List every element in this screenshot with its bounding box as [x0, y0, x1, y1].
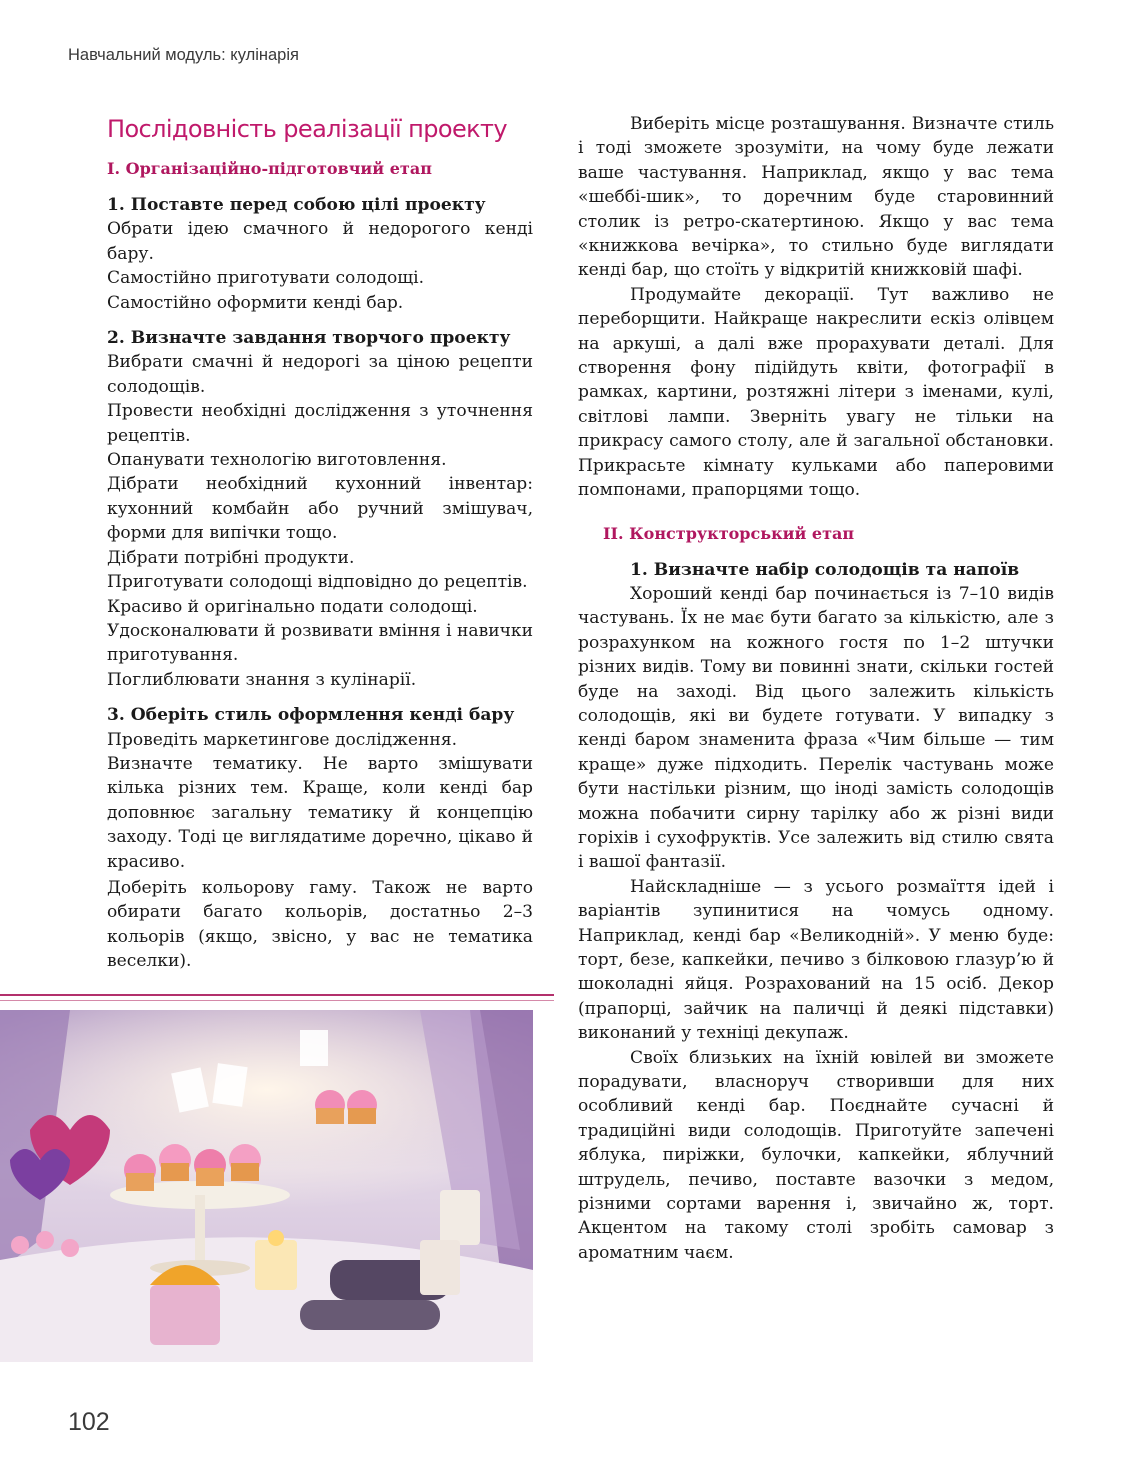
- task-1-title: 1. Поставте перед собою цілі проекту: [107, 195, 486, 215]
- left-column: [107, 112, 533, 974]
- task-2-item: Поглиблювати знання з кулінарії.: [107, 669, 417, 690]
- stage-2-title: ІІ. Конструкторський етап: [603, 523, 855, 543]
- candy-bar-photo: [0, 1010, 533, 1362]
- task-2-item: Дібрати потрібні продукти.: [107, 547, 355, 568]
- task-2-item: Опанувати технологію виготовлення.: [107, 450, 447, 471]
- paragraph: Продумайте декорації. Тут важливо не переборщити. Найкраще накреслити ескіз олівцем на аркуші, а далі вже прорахувати деталі. Для створення фону підійдуть квіти, фотографії в рамках, картини, розтяжні літери з іменами, кулі, світлові лампи. Зверніть увагу не тільки на прикрасу самого столу, але й загальної обстановки. Прикрасьте кімнату кульками або паперовими помпонами, прапорцями тощо.: [578, 284, 1054, 501]
- stage-1-title: І. Організаційно-підготовчий етап: [107, 159, 432, 178]
- task-2-item: Вибрати смачні й недорогі за ціною рецепти солодощів.: [107, 352, 533, 397]
- task-2-item: Удосконалювати й розвивати вміння і навички приготування.: [107, 620, 533, 666]
- accent-rule-secondary: [0, 1000, 554, 1001]
- task-2-item: Приготувати солодощі відповідно до рецептів.: [107, 572, 528, 593]
- task-3-title: 3. Оберіть стиль оформлення кенді бару: [107, 705, 515, 726]
- task-1-item: Самостійно оформити кенді бар.: [107, 292, 404, 313]
- page-number: 102: [68, 1408, 110, 1436]
- paragraph: Виберіть місце розташування. Визначте стиль і тоді зможете зрозуміти, на чому буде лежати ваше частування. Наприклад, якщо у вас тема «шеббі-шик», то доречним буде старовинний столик із ретро-скатертиною. Якщо у вас тема «книжкова вечірка», то стильно буде виглядати кенді бар, що стоїть у відкритій книжковій шафі.: [578, 114, 1054, 281]
- task-2-item: Провести необхідні дослідження з уточнення рецептів.: [107, 401, 533, 446]
- task-1-item: Обрати ідею смачного й недорогого кенді бару.: [107, 219, 533, 264]
- paragraph: Своїх близьких на їхній ювілей ви зможете порадувати, власноруч створивши для них особливий кенді бар. Поєднайте сучасні й традиційні види солодощів. Приготуйте запечені яблука, пиріжки, булочки, капкейки, яблучний штрудель, печиво, поставте вазочки з медом, різними сортами варення і, звичайно ж, торт. Акцентом на такому столі зробіть самовар з ароматним чаєм.: [578, 1047, 1054, 1263]
- task-3-item: Проведіть маркетингове дослідження.: [107, 729, 458, 750]
- task-1-item: Самостійно приготувати солодощі.: [107, 268, 425, 289]
- task-2-item: Красиво й оригінально подати солодощі.: [107, 596, 478, 617]
- task-title: 1. Визначте набір солодощів та напоїв: [630, 559, 1020, 580]
- task-2-title: 2. Визначте завдання творчого проекту: [107, 328, 511, 349]
- paragraph: Хороший кенді бар починається із 7–10 видів частувань. Їх не має бути багато за кількістю, але з розрахунком на кожного гостя по 1–2 штучки різних видів. Тому ви повинні знати, скільки гостей буде на заході. Від цього залежить кількість солодощів, які ви будете готувати. У випадку з кенді баром знаменита фраза «Чим більше — тим краще» дуже підходить. Перелік частувань може бути настільки різним, що іноді замість солодощів можна побачити сирну тарілку або ж різні види горіхів і сухофруктів. Усе залежить від стилю свята і вашої фантазії.: [578, 583, 1054, 873]
- running-head: Навчальний модуль: кулінарія: [68, 46, 299, 64]
- section-title: Послідовність реалізації проекту: [107, 115, 508, 143]
- paragraph: Найскладніше — з усього розмаїття ідей і варіантів зупинитися на чомусь одному. Наприклад, кенді бар «Великодній». У меню буде: торт, безе, капкейки, печиво з білковою глазур’ю й шоколадні яйця. Розрахований на 15 осіб. Декор (прапорці, зайчик на паличці й деякі підставки) виконаний у техніці декупаж.: [578, 876, 1054, 1044]
- task-3-item: Доберіть кольорову гаму. Також не варто обирати багато кольорів, достатньо 2–3 кольорів (якщо, звісно, у вас не тематика веселки).: [107, 877, 533, 972]
- task-2-item: Дібрати необхідний кухонний інвентар: кухонний комбайн або ручний змішувач, форми для випічки тощо.: [107, 474, 533, 544]
- right-column: [578, 112, 1054, 1265]
- accent-rule: [0, 994, 554, 996]
- task-3-item: Визначте тематику. Не варто змішувати кілька різних тем. Краще, коли кенді бар доповнює загальну тематику й концепцію заходу. Тоді це виглядатиме доречно, цікаво й красиво.: [107, 753, 533, 872]
